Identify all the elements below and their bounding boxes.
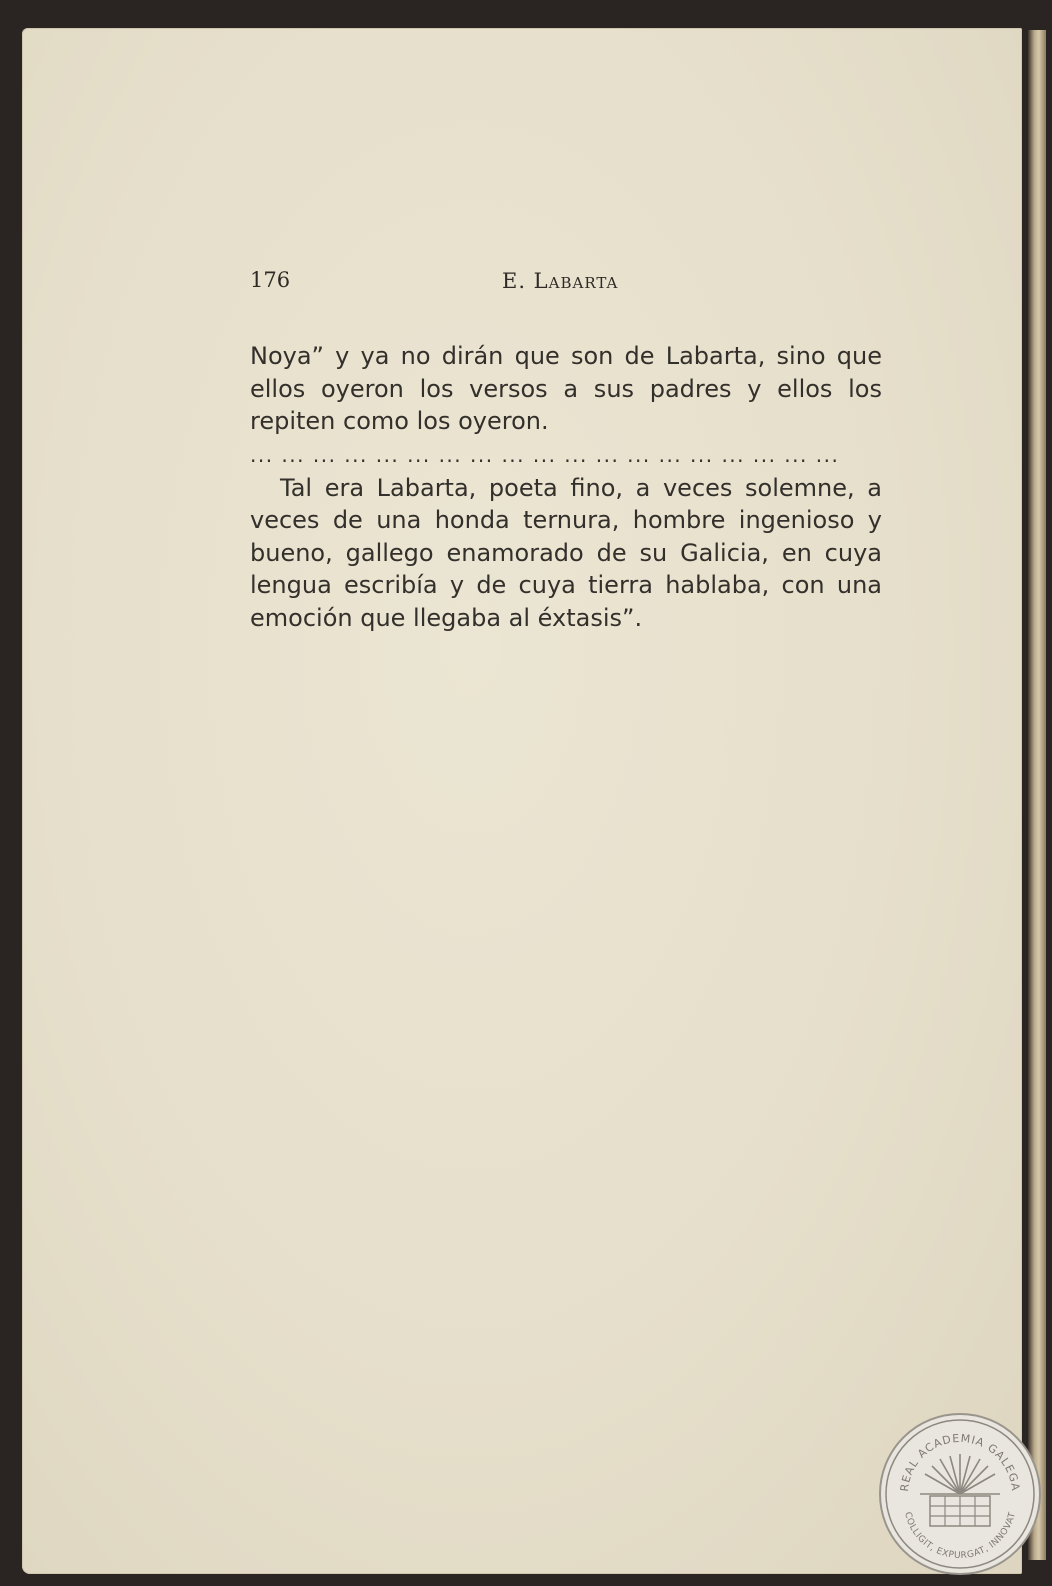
body-text: [250, 340, 882, 634]
page-header: [250, 268, 890, 300]
stamp-bottom-text: COLLIGIT, EXPURGAT, INNOVAT: [902, 1511, 1018, 1562]
paragraph-closing: Tal era Labarta, poeta fino, a veces solemne, a veces de una honda ternura, hombre ingenioso y bueno, gallego enamorado de su Galicia, en cuya lengua escribía y de cuya tierra hablaba, con una emoción que llegaba al éxtasis”.: [250, 473, 882, 632]
library-stamp-seal: [878, 1412, 1042, 1576]
book-page: [22, 28, 1022, 1574]
running-head: E. Labarta: [502, 269, 619, 293]
ellipsis-separator: ... ... ... ... ... ... ... ... ... ... ... ... ... ... ... ... ... ... ...: [250, 442, 840, 467]
paragraph-continued: Noya” y ya no dirán que son de Labarta, sino que ellos oyeron los versos a sus padres y ellos los repiten como los oyeron.: [250, 342, 882, 435]
book-edge: [1028, 30, 1046, 1560]
stamp-top-text: REAL ACADEMIA GALEGA: [897, 1431, 1023, 1493]
page-number: 176: [250, 268, 291, 292]
